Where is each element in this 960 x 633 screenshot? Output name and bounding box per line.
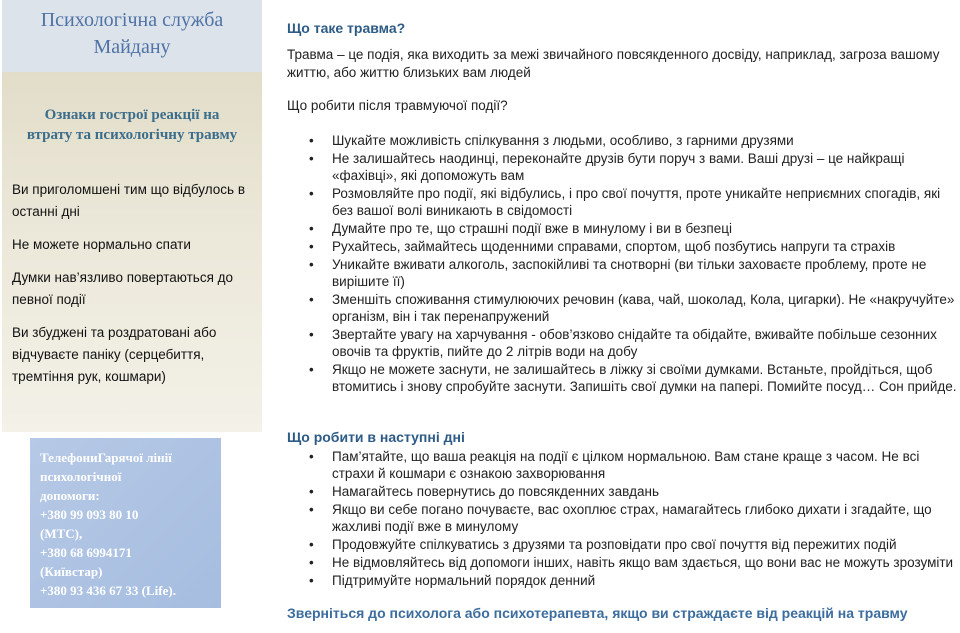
list-item: • Пам’ятайте, що ваша реакція на події є цілком нормальною. Вам стане краще з часом. Не всі страхи й кошмари є ознакою захворювання [287, 448, 960, 482]
list-item: • Думайте про те, що страшні події вже в минулому і ви в безпеці [287, 220, 960, 237]
list-item: • Уникайте вживати алкоголь, заспокійливі та снотворні (ви тільки заховаєте проблему, проте не вирішите її) [287, 256, 960, 290]
list-item: • Підтримуйте нормальний порядок денний [287, 572, 960, 589]
symptoms-heading-line1: Ознаки гострої реакції на [44, 107, 220, 123]
list-item: • Звертайте увагу на харчування - обов’язково снідайте та обідайте, вживайте побільше сезонних овочів та фруктів, пийте до 2 літрів води на добу [287, 326, 960, 360]
org-title-line1: Психологічна служба [40, 9, 224, 31]
trauma-definition: Травма – це подія, яка виходить за межі звичайного повсякденного досвіду, наприклад, загроза вашому життю, або життю близьких вам людей [287, 47, 940, 80]
list-item: • Розмовляйте про події, які відбулись, і про свої почуття, проте уникайте неприємних спогадів, які без вашої волі виникають в свідомості [287, 185, 960, 219]
hotline-phone: +380 93 436 67 33 (Life). [40, 583, 176, 598]
list-item: • Зменшіть споживання стимулюючих речовин (кава, чай, шоколад, Кола, цигарки). Не «накручуйте» організм, він і так перенапружений [287, 291, 960, 325]
hotline-box [30, 438, 221, 608]
hotline-phone: +380 99 093 80 10 [40, 507, 139, 522]
symptoms-list [12, 179, 252, 388]
sidebar-panel [2, 72, 262, 432]
symptom-item: Ви приголомшені тим що відбулось в останні дні [12, 182, 246, 219]
list-item: • Продовжуйте спілкуватись з друзями та розповідати про свої почуття від пережитих подій [287, 536, 960, 553]
question-heading: Що робити після травмуючої події? [287, 98, 508, 113]
sidebar-header [2, 0, 262, 72]
next-days-list [287, 448, 960, 590]
hotline-title-line2: психологічної [40, 469, 122, 484]
list-item: • Якщо ви себе погано почуваєте, вас охоплює страх, намагайтесь глибоко дихати і згадайте, що жахливі події вже в минулому [287, 501, 960, 535]
hotline-operator: (МТС), [40, 526, 83, 541]
hotline-title-line3: допомоги: [40, 488, 100, 503]
list-item: • Намагайтесь повернутись до повсякденних завдань [287, 483, 960, 500]
symptom-item: Думки нав’язливо повертаються до певної події [12, 270, 234, 307]
list-item: • Шукайте можливість спілкування з людьми, особливо, з гарними друзями [287, 132, 960, 149]
org-title-line2: Майдану [93, 36, 171, 58]
list-item: • Не відмовляйтесь від допомоги інших, навіть якщо вам здається, що вони вас не можуть зрозуміти [287, 554, 960, 571]
list-item: • Якщо не можете заснути, не залишайтесь в ліжку зі своїми думками. Встаньте, пройдіться, щоб втомитись і знову спробуйте заснути. Запишіть свої думки на папері. Помийте посуд… Сон прийде. [287, 361, 960, 395]
symptom-item: Не можете нормально спати [12, 237, 191, 252]
symptom-item: Ви збуджені та роздратовані або відчуваєте паніку (серцебиття, тремтіння рук, кошмари) [12, 325, 217, 384]
footer-note: Зверніться до психолога або психотерапевта, якщо ви страждаєте від реакцій на травму [287, 605, 908, 621]
symptoms-heading [2, 105, 262, 145]
after-event-list [287, 132, 960, 396]
hotline-title-line1: ТелефониГарячої лінії [40, 450, 172, 465]
page-title: Що таке травма? [287, 20, 406, 36]
next-days-heading: Що робити в наступні дні [287, 429, 465, 445]
list-item: • Не залишайтесь наодинці, переконайте друзів бути поруч з вами. Ваші друзі – це найкращі «фахівці», які допоможуть вам [287, 150, 960, 184]
hotline-operator: (Київстар) [40, 564, 103, 579]
symptoms-heading-line2: втрату та психологічну травму [26, 127, 238, 143]
hotline-phone: +380 68 6994171 [40, 545, 132, 560]
list-item: • Рухайтесь, займайтесь щоденними справами, спортом, щоб позбутись напруги та страхів [287, 238, 960, 255]
